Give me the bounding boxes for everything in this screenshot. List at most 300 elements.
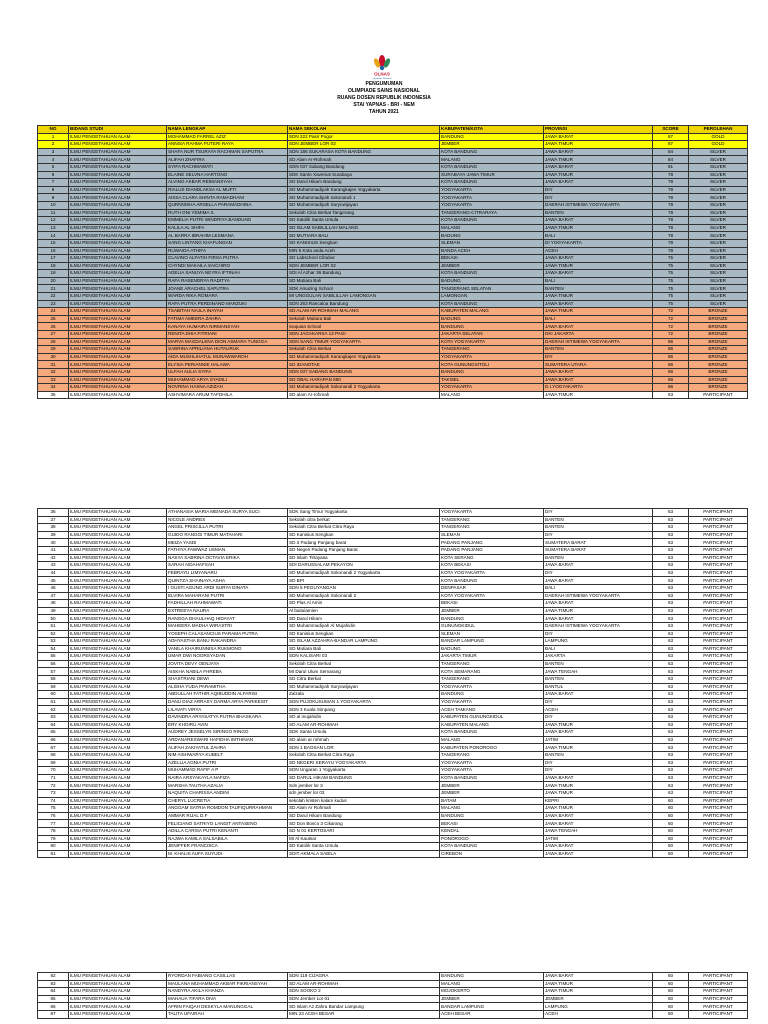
- table-row: [38, 820, 748, 828]
- cell-perolehan: PARTICIPANT: [689, 827, 748, 835]
- cell-bidang-studi: ILMU PENGETAHUAN ALAM: [69, 736, 167, 744]
- cell-nama-lengkap: ALISHA YUDA PARAMITHA: [167, 683, 288, 691]
- cell-no: 16: [38, 247, 69, 255]
- cell-score: 78: [653, 186, 689, 194]
- cell-nama-lengkap: RUWAIDA ATHIFA: [167, 247, 288, 255]
- cell-score: 63: [653, 714, 689, 722]
- cell-score: 63: [653, 706, 689, 714]
- cell-kabupaten-kota: JEMBER: [440, 141, 544, 149]
- cell-no: 57: [38, 668, 69, 676]
- cell-nama-sekolah: SDI Al Azhar 36 Bandung: [288, 270, 440, 278]
- cell-provinsi: JAWA BARAT: [544, 300, 653, 308]
- cell-nama-lengkap: ELYSIA PERIANNIE HALAWA: [167, 361, 288, 369]
- cell-bidang-studi: ILMU PENGETAHUAN ALAM: [69, 1003, 167, 1011]
- table-row: [38, 516, 748, 524]
- cell-perolehan: SILVER: [689, 194, 748, 202]
- table-row: [38, 376, 748, 384]
- cell-provinsi: JAWA TIMUR: [544, 156, 653, 164]
- cell-nama-lengkap: ULFAH AULIA SYIFA: [167, 369, 288, 377]
- cell-perolehan: SILVER: [689, 285, 748, 293]
- cell-nama-lengkap: ALVINO AKBAR REIMANSYAH: [167, 179, 288, 187]
- cell-nama-lengkap: AL BARRA IBRAHIM LESMANA: [167, 232, 288, 240]
- cell-provinsi: BANTEN: [544, 285, 653, 293]
- cell-provinsi: JAWA TENGAH: [544, 827, 653, 835]
- cell-nama-sekolah: SD Don Bosco 3 Cikarang: [288, 820, 440, 828]
- cell-bidang-studi: ILMU PENGETAHUAN ALAM: [69, 607, 167, 615]
- cell-nama-lengkap: AISSA CLARA SHINTA RAMADHANI: [167, 194, 288, 202]
- cell-perolehan: SILVER: [689, 270, 748, 278]
- cell-score: 60: [653, 973, 689, 981]
- cell-bidang-studi: ILMU PENGETAHUAN ALAM: [69, 308, 167, 316]
- cell-kabupaten-kota: BANDA ACEH: [440, 247, 544, 255]
- cell-provinsi: JAWA BARAT: [544, 774, 653, 782]
- cell-nama-lengkap: DANU DIAZ ARRASY DARMA ARYA PARIKESIT: [167, 698, 288, 706]
- cell-perolehan: PARTICIPANT: [689, 736, 748, 744]
- cell-nama-lengkap: YOSEPH CALASANCIUS PARAMA PUTRA: [167, 630, 288, 638]
- cell-nama-lengkap: FADHILLAH RAHMAWATI: [167, 600, 288, 608]
- cell-kabupaten-kota: BADUNG: [440, 277, 544, 285]
- cell-perolehan: PARTICIPANT: [689, 797, 748, 805]
- cell-bidang-studi: ILMU PENGETAHUAN ALAM: [69, 843, 167, 851]
- cell-nama-sekolah: SD Muhammadiyah sokonandi 1: [288, 194, 440, 202]
- cell-no: 55: [38, 653, 69, 661]
- results-table-2: [37, 508, 748, 858]
- cell-provinsi: DIY: [544, 698, 653, 706]
- cell-kabupaten-kota: YOGYAKARTA: [440, 698, 544, 706]
- cell-nama-lengkap: ANGEL PRISCILLA PUTRI: [167, 524, 288, 532]
- cell-kabupaten-kota: PADANG PANJANG: [440, 546, 544, 554]
- cell-kabupaten-kota: TANGERANG SELATAN: [440, 285, 544, 293]
- cell-bidang-studi: ILMU PENGETAHUAN ALAM: [69, 759, 167, 767]
- cell-provinsi: JAWA BARAT: [544, 820, 653, 828]
- cell-nama-sekolah: SDK Santo Xaverius Surabaya: [288, 171, 440, 179]
- cell-nama-lengkap: RYORDAN FABIANO CASILLAS: [167, 973, 288, 981]
- cell-bidang-studi: ILMU PENGETAHUAN ALAM: [69, 391, 167, 399]
- cell-provinsi: JAWA TIMUR: [544, 171, 653, 179]
- cell-provinsi: JAWA BARAT: [544, 973, 653, 981]
- cell-nama-sekolah: SDN 037 Sabang Bandung: [288, 163, 440, 171]
- cell-perolehan: PARTICIPANT: [689, 782, 748, 790]
- cell-perolehan: PARTICIPANT: [689, 653, 748, 661]
- cell-nama-sekolah: SD IDANOTAE: [288, 361, 440, 369]
- cell-nama-lengkap: AMMAR RIJAL D.F: [167, 812, 288, 820]
- cell-bidang-studi: ILMU PENGETAHUAN ALAM: [69, 744, 167, 752]
- cell-kabupaten-kota: KOTA BANDUNG: [440, 300, 544, 308]
- cell-nama-sekolah: SD Plus Al Amin: [288, 600, 440, 608]
- cell-bidang-studi: ILMU PENGETAHUAN ALAM: [69, 691, 167, 699]
- cell-nama-sekolah: SD Negeri Padang Panjang Barat: [288, 546, 440, 554]
- cell-perolehan: SILVER: [689, 156, 748, 164]
- table-row: [38, 638, 748, 646]
- cell-kabupaten-kota: YOGYAKARTA: [440, 683, 544, 691]
- cell-perolehan: PARTICIPANT: [689, 683, 748, 691]
- cell-score: 63: [653, 524, 689, 532]
- cell-kabupaten-kota: KOTA BANDUNG: [440, 270, 544, 278]
- table-row: [38, 209, 748, 217]
- cell-score: 60: [653, 812, 689, 820]
- cell-bidang-studi: ILMU PENGETAHUAN ALAM: [69, 133, 167, 141]
- cell-kabupaten-kota: BANDUNG: [440, 973, 544, 981]
- cell-provinsi: BANTEN: [544, 524, 653, 532]
- cell-nama-lengkap: SHASTRIANI DEWI: [167, 676, 288, 684]
- cell-nama-lengkap: FELICIANO SATRIYO LANGIT ANTASENO: [167, 820, 288, 828]
- cell-score: 60: [653, 835, 689, 843]
- cell-score: 66: [653, 353, 689, 361]
- cell-score: 63: [653, 721, 689, 729]
- cell-kabupaten-kota: KOTA SERANG: [440, 554, 544, 562]
- cell-score: 75: [653, 255, 689, 263]
- cell-nama-lengkap: MAHAUA TIFARA DIVA: [167, 995, 288, 1003]
- cell-nama-sekolah: SD Muhammadiyah Suryowijayan: [288, 201, 440, 209]
- cell-bidang-studi: ILMU PENGETAHUAN ALAM: [69, 179, 167, 187]
- cell-kabupaten-kota: BANDUNG: [440, 691, 544, 699]
- cell-bidang-studi: ILMU PENGETAHUAN ALAM: [69, 683, 167, 691]
- cell-no: 11: [38, 209, 69, 217]
- cell-no: 33: [38, 376, 69, 384]
- cell-nama-sekolah: SDN Jember Lor 01: [288, 995, 440, 1003]
- cell-nama-lengkap: MARVA MAGDALENA DION ASMARA TUNGGA: [167, 338, 288, 346]
- table-row: [38, 805, 748, 813]
- cell-perolehan: BRONZE: [689, 346, 748, 354]
- table-row: [38, 562, 748, 570]
- table-row: [38, 600, 748, 608]
- cell-provinsi: DIY: [544, 531, 653, 539]
- cell-no: 28: [38, 338, 69, 346]
- cell-bidang-studi: ILMU PENGETAHUAN ALAM: [69, 577, 167, 585]
- table-row: [38, 262, 748, 270]
- cell-no: 86: [38, 1003, 69, 1011]
- table-row: [38, 224, 748, 232]
- cell-score: 63: [653, 774, 689, 782]
- cell-perolehan: SILVER: [689, 247, 748, 255]
- cell-provinsi: JAWA TIMUR: [544, 224, 653, 232]
- cell-provinsi: JAWA TIMUR: [544, 391, 653, 399]
- cell-score: 84: [653, 148, 689, 156]
- cell-provinsi: JAWA TIMUR: [544, 789, 653, 797]
- cell-nama-lengkap: LILAVATI VIRYA: [167, 706, 288, 714]
- table-row: [38, 539, 748, 547]
- cell-score: 63: [653, 615, 689, 623]
- cell-perolehan: BRONZE: [689, 308, 748, 316]
- cell-perolehan: PARTICIPANT: [689, 524, 748, 532]
- table-row: [38, 323, 748, 331]
- cell-no: 1: [38, 133, 69, 141]
- cell-score: 63: [653, 676, 689, 684]
- header-line-3: RUANG DOSEN REPUBLIK INDONESIA: [337, 95, 431, 101]
- cell-nama-sekolah: SDN SANG TIMUR YOGYAKARTA: [288, 338, 440, 346]
- header-line-1: PENGUMUMAN: [365, 81, 403, 87]
- cell-nama-sekolah: SDN 037 SABANG BANDUNG: [288, 369, 440, 377]
- cell-nama-lengkap: CLAVINO ALFATIH FIRSA PUTRA: [167, 255, 288, 263]
- table-row: [38, 163, 748, 171]
- cell-nama-lengkap: AUDREY JESSELYN SIRINGO RINGO: [167, 729, 288, 737]
- cell-perolehan: SILVER: [689, 262, 748, 270]
- cell-provinsi: JAWA TIMUR: [544, 744, 653, 752]
- cell-nama-lengkap: SANG LINTANG KHAFUNGAN: [167, 239, 288, 247]
- cell-provinsi: DIY: [544, 759, 653, 767]
- cell-perolehan: BRONZE: [689, 338, 748, 346]
- header-line-5: TAHUN 2021: [369, 109, 399, 115]
- olnas-logo: [368, 52, 396, 80]
- cell-perolehan: PARTICIPANT: [689, 539, 748, 547]
- table-row: [38, 1010, 748, 1018]
- cell-kabupaten-kota: KOTA YOGYAKARTA: [440, 569, 544, 577]
- cell-provinsi: BANTEN: [544, 516, 653, 524]
- cell-score: 63: [653, 546, 689, 554]
- cell-no: 66: [38, 736, 69, 744]
- cell-kabupaten-kota: BANDUNG: [440, 812, 544, 820]
- cell-kabupaten-kota: MALANG: [440, 391, 544, 399]
- table-row: [38, 744, 748, 752]
- cell-kabupaten-kota: KOTA BEKASI: [440, 562, 544, 570]
- cell-bidang-studi: ILMU PENGETAHUAN ALAM: [69, 752, 167, 760]
- cell-perolehan: PARTICIPANT: [689, 691, 748, 699]
- cell-score: 60: [653, 1003, 689, 1011]
- cell-score: 78: [653, 247, 689, 255]
- cell-provinsi: BANTEN: [544, 209, 653, 217]
- cell-provinsi: JEMBER: [544, 995, 653, 1003]
- table-row: [38, 201, 748, 209]
- cell-no: 7: [38, 179, 69, 187]
- cell-nama-sekolah: SD Muhammadiyah Sokonandi 2 Yogyakarta: [288, 569, 440, 577]
- cell-kabupaten-kota: TANGERANG: [440, 676, 544, 684]
- cell-no: 46: [38, 584, 69, 592]
- cell-score: 63: [653, 660, 689, 668]
- cell-bidang-studi: ILMU PENGETAHUAN ALAM: [69, 615, 167, 623]
- cell-perolehan: PARTICIPANT: [689, 615, 748, 623]
- cell-nama-lengkap: NANDYRA AKILA KHANZA: [167, 988, 288, 996]
- cell-bidang-studi: ILMU PENGETAHUAN ALAM: [69, 653, 167, 661]
- cell-no: 38: [38, 524, 69, 532]
- cell-nama-lengkap: GUIDO RANGGI TIMUR MATAHARI: [167, 531, 288, 539]
- cell-kabupaten-kota: SLEMAN: [440, 531, 544, 539]
- cell-nama-sekolah: SD Islam Tirtayasa: [288, 554, 440, 562]
- cell-score: 63: [653, 759, 689, 767]
- cell-no: 53: [38, 638, 69, 646]
- cell-kabupaten-kota: KOTA BANDUNG: [440, 163, 544, 171]
- cell-nama-sekolah: SDN JEMBER LOR 03: [288, 141, 440, 149]
- cell-kabupaten-kota: YOGYAKARTA: [440, 353, 544, 361]
- cell-bidang-studi: ILMU PENGETAHUAN ALAM: [69, 835, 167, 843]
- table-row: [38, 546, 748, 554]
- cell-bidang-studi: ILMU PENGETAHUAN ALAM: [69, 584, 167, 592]
- cell-kabupaten-kota: BANDAR LAMPUNG: [440, 638, 544, 646]
- col-header-score: SCORE: [653, 126, 689, 134]
- cell-kabupaten-kota: SLEMAN: [440, 630, 544, 638]
- cell-perolehan: PARTICIPANT: [689, 1010, 748, 1018]
- cell-provinsi: BANTUL: [544, 683, 653, 691]
- cell-perolehan: PARTICIPANT: [689, 988, 748, 996]
- cell-nama-sekolah: Sekolah Citra Berkat Citra Raya: [288, 752, 440, 760]
- cell-perolehan: PARTICIPANT: [689, 546, 748, 554]
- cell-nama-sekolah: SDK Sang Timur Yogyakarta: [288, 509, 440, 517]
- col-header-sekolah: NAMA SEKOLAH: [288, 126, 440, 134]
- cell-nama-sekolah: Al baitulamien: [288, 607, 440, 615]
- cell-nama-sekolah: Sekolah Citra Berkat: [288, 346, 440, 354]
- cell-kabupaten-kota: ACEH BESAR: [440, 1010, 544, 1018]
- cell-score: 87: [653, 141, 689, 149]
- table-row: [38, 524, 748, 532]
- cell-nama-sekolah: Sekolah citra berkat: [288, 516, 440, 524]
- cell-bidang-studi: ILMU PENGETAHUAN ALAM: [69, 232, 167, 240]
- cell-bidang-studi: ILMU PENGETAHUAN ALAM: [69, 995, 167, 1003]
- cell-perolehan: PARTICIPANT: [689, 622, 748, 630]
- cell-no: 41: [38, 546, 69, 554]
- cell-nama-lengkap: MARSHA TAUTHA AZALIA: [167, 782, 288, 790]
- table-row: [38, 569, 748, 577]
- cell-bidang-studi: ILMU PENGETAHUAN ALAM: [69, 262, 167, 270]
- cell-bidang-studi: ILMU PENGETAHUAN ALAM: [69, 376, 167, 384]
- cell-provinsi: DIY: [544, 767, 653, 775]
- table-row: [38, 721, 748, 729]
- cell-no: 23: [38, 300, 69, 308]
- cell-perolehan: PARTICIPANT: [689, 843, 748, 851]
- cell-score: 63: [653, 744, 689, 752]
- cell-score: 63: [653, 691, 689, 699]
- table-row: [38, 698, 748, 706]
- cell-kabupaten-kota: KOTA GUNUNGSITOLI: [440, 361, 544, 369]
- cell-nama-sekolah: MI Al Kautsar: [288, 835, 440, 843]
- cell-bidang-studi: ILMU PENGETAHUAN ALAM: [69, 729, 167, 737]
- cell-score: 63: [653, 584, 689, 592]
- table-row: [38, 186, 748, 194]
- cell-perolehan: PARTICIPANT: [689, 812, 748, 820]
- logo-text: OLNAS: [374, 71, 390, 77]
- cell-bidang-studi: ILMU PENGETAHUAN ALAM: [69, 554, 167, 562]
- cell-no: 62: [38, 706, 69, 714]
- table-row: [38, 622, 748, 630]
- cell-nama-sekolah: SDN 186 SUKARASA KOTA BANDUNG: [288, 148, 440, 156]
- cell-no: 70: [38, 767, 69, 775]
- cell-bidang-studi: ILMU PENGETAHUAN ALAM: [69, 194, 167, 202]
- cell-no: 14: [38, 232, 69, 240]
- cell-kabupaten-kota: BANDUNG: [440, 369, 544, 377]
- table-row: [38, 531, 748, 539]
- cell-perolehan: SILVER: [689, 217, 748, 225]
- table-row: [38, 630, 748, 638]
- cell-score: 60: [653, 1010, 689, 1018]
- cell-perolehan: PARTICIPANT: [689, 995, 748, 1003]
- cell-bidang-studi: ILMU PENGETAHUAN ALAM: [69, 676, 167, 684]
- cell-score: 63: [653, 638, 689, 646]
- table-row: [38, 774, 748, 782]
- cell-no: 56: [38, 660, 69, 668]
- cell-score: 75: [653, 270, 689, 278]
- cell-nama-sekolah: sekolah kristen kalam kudus: [288, 797, 440, 805]
- table-row: [38, 812, 748, 820]
- cell-perolehan: SILVER: [689, 224, 748, 232]
- cell-perolehan: PARTICIPANT: [689, 668, 748, 676]
- cell-no: 49: [38, 607, 69, 615]
- table-row: [38, 835, 748, 843]
- table-row: [38, 668, 748, 676]
- cell-perolehan: PARTICIPANT: [689, 973, 748, 981]
- cell-no: 6: [38, 171, 69, 179]
- cell-no: 44: [38, 569, 69, 577]
- cell-provinsi: JAWA BARAT: [544, 163, 653, 171]
- cell-score: 63: [653, 752, 689, 760]
- cell-provinsi: JAWA BARAT: [544, 217, 653, 225]
- cell-provinsi: SUMATERA BARAT: [544, 539, 653, 547]
- cell-bidang-studi: ILMU PENGETAHUAN ALAM: [69, 300, 167, 308]
- cell-provinsi: JAKARTA: [544, 653, 653, 661]
- cell-bidang-studi: ILMU PENGETAHUAN ALAM: [69, 569, 167, 577]
- cell-provinsi: DI YOGYAKARTA: [544, 239, 653, 247]
- cell-bidang-studi: ILMU PENGETAHUAN ALAM: [69, 706, 167, 714]
- cell-score: 66: [653, 384, 689, 392]
- table-row: [38, 752, 748, 760]
- cell-provinsi: JAWA TIMUR: [544, 782, 653, 790]
- cell-bidang-studi: ILMU PENGETAHUAN ALAM: [69, 622, 167, 630]
- cell-perolehan: SILVER: [689, 232, 748, 240]
- cell-bidang-studi: ILMU PENGETAHUAN ALAM: [69, 562, 167, 570]
- table-row: [38, 232, 748, 240]
- cell-nama-sekolah: SD Citra Berkat: [288, 676, 440, 684]
- cell-nama-lengkap: AISKHA NABILA FHREBA: [167, 668, 288, 676]
- cell-perolehan: SILVER: [689, 171, 748, 179]
- table-row: [38, 239, 748, 247]
- cell-score: 63: [653, 577, 689, 585]
- cell-no: 80: [38, 843, 69, 851]
- cell-nama-lengkap: SABRINA APRILIANA HUTAURUK: [167, 346, 288, 354]
- cell-score: 60: [653, 805, 689, 813]
- cell-bidang-studi: ILMU PENGETAHUAN ALAM: [69, 797, 167, 805]
- cell-nama-lengkap: TALITA UFAIRAH: [167, 1010, 288, 1018]
- cell-kabupaten-kota: MALANG: [440, 980, 544, 988]
- cell-score: 78: [653, 194, 689, 202]
- cell-nama-lengkap: ADHYASTHA BANU RAKANDRA: [167, 638, 288, 646]
- cell-nama-sekolah: Zalzala: [288, 691, 440, 699]
- page-1: [0, 0, 768, 426]
- cell-no: 17: [38, 255, 69, 263]
- cell-nama-sekolah: SD MUTIARA BALI: [288, 232, 440, 240]
- cell-nama-sekolah: SD ALAM AR-ROHMAH: [288, 980, 440, 988]
- cell-perolehan: PARTICIPANT: [689, 607, 748, 615]
- cell-score: 72: [653, 323, 689, 331]
- cell-score: 63: [653, 509, 689, 517]
- cell-nama-lengkap: I GUSTI AGUNG ARDI SURYA DINATA: [167, 584, 288, 592]
- cell-score: 63: [653, 645, 689, 653]
- cell-no: 31: [38, 361, 69, 369]
- cell-nama-sekolah: SD Labschool Cibubur: [288, 255, 440, 263]
- cell-nama-sekolah: SDN 5 PEGUYANGAN: [288, 584, 440, 592]
- cell-no: 63: [38, 714, 69, 722]
- cell-nama-sekolah: SD Katolik Santa Ursula: [288, 217, 440, 225]
- cell-no: 19: [38, 270, 69, 278]
- cell-nama-sekolah: SDN 222 Pasir Pogor: [288, 133, 440, 141]
- table-row: [38, 729, 748, 737]
- cell-no: 27: [38, 331, 69, 339]
- cell-no: 54: [38, 645, 69, 653]
- cell-score: 66: [653, 369, 689, 377]
- cell-nama-lengkap: ALIFAH ZAKIYATUL ZAHRA: [167, 744, 288, 752]
- cell-score: 63: [653, 729, 689, 737]
- cell-score: 63: [653, 622, 689, 630]
- cell-provinsi: JAWA TIMUR: [544, 262, 653, 270]
- cell-score: 78: [653, 232, 689, 240]
- cell-no: 22: [38, 293, 69, 301]
- cell-perolehan: PARTICIPANT: [689, 721, 748, 729]
- cell-kabupaten-kota: KOTA YOGYAKARTA: [440, 592, 544, 600]
- cell-nama-sekolah: SD Muhammadiyah Karangkajen Yogyakarta: [288, 186, 440, 194]
- cell-kabupaten-kota: KABUPATEN PONOROGO: [440, 744, 544, 752]
- cell-provinsi: DIY: [544, 569, 653, 577]
- cell-bidang-studi: ILMU PENGETAHUAN ALAM: [69, 285, 167, 293]
- cell-no: 47: [38, 592, 69, 600]
- page-3: [0, 970, 768, 1024]
- cell-bidang-studi: ILMU PENGETAHUAN ALAM: [69, 277, 167, 285]
- cell-bidang-studi: ILMU PENGETAHUAN ALAM: [69, 217, 167, 225]
